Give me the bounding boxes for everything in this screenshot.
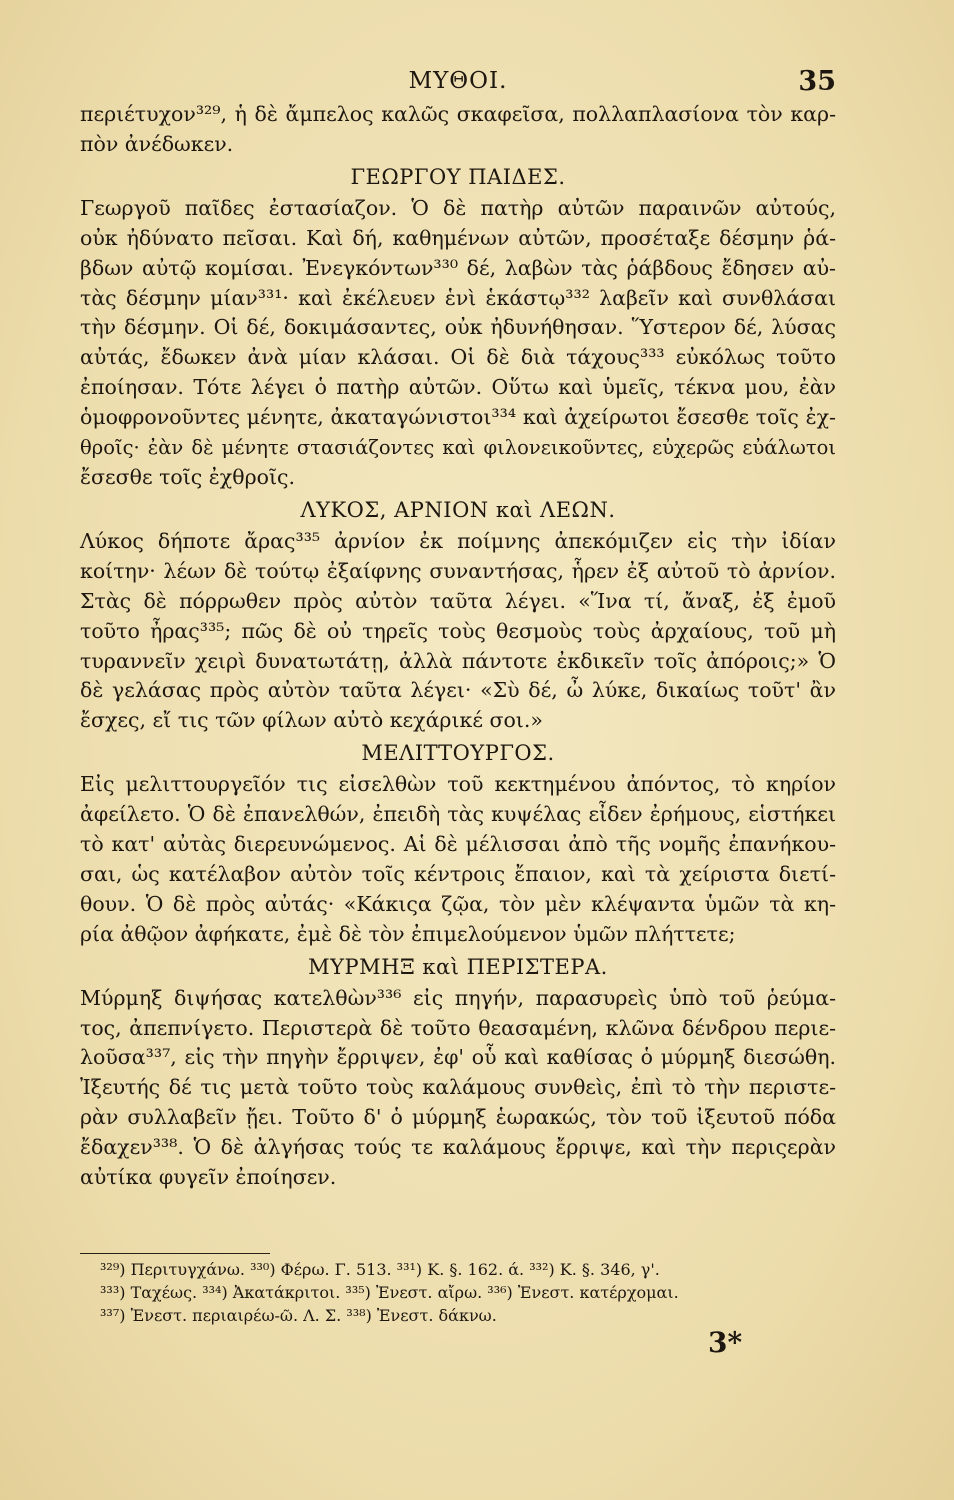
fable-paragraph	[80, 984, 836, 1193]
text-line: βδων αὐτῷ κομίσαι. Ἐνεγκόντων³³⁰ δέ, λαβὼν τὰς ῥάβδους ἔδησεν αὐ-	[80, 255, 836, 280]
fable-heading: ΓΕΩΡΓΟΥ ΠΑΙΔΕΣ.	[350, 164, 566, 189]
text-line: κοίτην· λέων δὲ τούτῳ ἐξαίφνης συναντήσας, ἧρεν ἐξ αὐτοῦ τὸ ἀρνίον.	[80, 558, 836, 583]
footnote-line: ³³³) Ταχέως. ³³⁴) Ἀκατάκριτοι. ³³⁵) Ἐνεστ. αἴρω. ³³⁶) Ἐνεστ. κατέρχομαι.	[100, 1283, 679, 1302]
text-line: τυραννεῖν χειρὶ δυνατωτάτῃ, ἀλλὰ πάντοτε ἐκδικεῖν τοῖς ἀπόροις;» Ὁ	[80, 648, 836, 673]
fable-heading: ΜΕΛΙΤΤΟΥΡΓΟΣ.	[361, 741, 555, 766]
text-line: τὴν δέσμην. Οἱ δέ, δοκιμάσαντες, οὐκ ἠδυνήθησαν. Ὕστερον δέ, λύσας	[80, 315, 836, 340]
text-line: οὐκ ἠδύνατο πεῖσαι. Καὶ δή, καθημένων αὐτῶν, προσέταξε δέσμην ῥά-	[80, 225, 836, 250]
fable-heading: ΜΥΡΜΗΞ καὶ ΠΕΡΙΣΤΕΡΑ.	[308, 954, 608, 979]
text-line: περιέτυχον³²⁹, ἡ δὲ ἄμπελος καλῶς σκαφεῖσα, πολλαπλασίονα τὸν καρ-	[80, 102, 836, 126]
text-line: Γεωργοῦ παῖδες ἐστασίαζον. Ὁ δὲ πατὴρ αὐτῶν παραινῶν αὐτούς,	[80, 195, 836, 220]
fable-paragraph	[80, 527, 836, 736]
text-line: αὐτίκα φυγεῖν ἐποίησεν.	[80, 1165, 337, 1190]
text-line: Μύρμηξ διψήσας κατελθὼν³³⁶ εἰς πηγήν, παρασυρεὶς ὑπὸ τοῦ ῥεύμα-	[80, 985, 836, 1010]
text-line: ἀφείλετο. Ὁ δὲ ἐπανελθών, ἐπειδὴ τὰς κυψέλας εἶδεν ἐρήμους, εἱστήκει	[80, 802, 836, 827]
text-line: πὸν ἀνέδωκεν.	[80, 131, 234, 156]
page-number: 35	[798, 66, 836, 97]
text-line: τος, ἀπεπνίγετο. Περιστερὰ δὲ τοῦτο θεασαμένη, κλῶνα δένδρου περιε-	[80, 1015, 836, 1040]
page-header	[80, 66, 836, 100]
text-line: θουν. Ὁ δὲ πρὸς αὐτάς· «Κάκιςα ζῷα, τὸν μὲν κλέψαντα ὑμῶν τὰ κη-	[80, 891, 836, 916]
text-line: λοῦσα³³⁷, εἰς τὴν πηγὴν ἔρριψεν, ἐφ' οὗ καὶ καθίσας ὁ μύρμηξ διεσώθη.	[80, 1045, 836, 1070]
footnotes	[100, 1258, 836, 1327]
text-line: τὸ κατ' αὐτὰς διερευνώμενος. Αἱ δὲ μέλισσαι ἀπὸ τῆς νομῆς ἐπανήκου-	[80, 832, 836, 857]
continuation-paragraph	[80, 100, 836, 160]
footnote-line: ³³⁷) Ἐνεστ. περιαιρέω-ῶ. Λ. Σ. ³³⁸) Ἐνεστ. δάκνω.	[100, 1306, 497, 1325]
text-line: ρία ἀθῷον ἀφήκατε, ἐμὲ δὲ τὸν ἐπιμελούμενον ὑμῶν πλήττετε;	[80, 921, 736, 946]
text-line: Ἰξευτής δέ τις μετὰ τοῦτο τοὺς καλάμους συνθεὶς, ἐπὶ τὸ τὴν περιστε-	[80, 1075, 836, 1100]
footnote-rule	[80, 1253, 270, 1254]
text-line: ἐποίησαν. Τότε λέγει ὁ πατὴρ αὐτῶν. Οὕτω καὶ ὑμεῖς, τέκνα μου, ἐὰν	[80, 375, 836, 400]
footnote-line: ³²⁹) Περιτυγχάνω. ³³⁰) Φέρω. Γ. 513. ³³¹) Κ. §. 162. ά. ³³²) Κ. §. 346, γ'.	[100, 1260, 660, 1279]
text-line: αὐτάς, ἔδωκεν ἀνὰ μίαν κλάσαι. Οἱ δὲ διὰ τάχους³³³ εὐκόλως τοῦτο	[80, 345, 836, 370]
text-line: τοῦτο ἦρας³³⁵; πῶς δὲ οὐ τηρεῖς τοὺς θεσμοὺς τοὺς ἀρχαίους, τοῦ μὴ	[80, 618, 836, 643]
text-line: ἔσεσθε τοῖς ἐχθροῖς.	[80, 464, 295, 489]
text-line: ὁμοφρονοῦντες μένητε, ἀκαταγώνιστοι³³⁴ καὶ ἀχείρωτοι ἔσεσθε τοῖς ἐχ-	[80, 405, 836, 430]
text-line: Λύκος δήποτε ἄρας³³⁵ ἀρνίον ἐκ ποίμνης ἀπεκόμιζεν εἰς τὴν ἰδίαν	[80, 528, 836, 553]
running-title: ΜΥΘΟΙ.	[408, 68, 508, 94]
text-line: θροῖς· ἐὰν δὲ μένητε στασιάζοντες καὶ φιλονεικοῦντες, εὐχερῶς εὐάλωτοι	[80, 436, 836, 460]
text-line: δὲ γελάσας πρὸς αὐτὸν ταῦτα λέγει· «Σὺ δέ, ὦ λύκε, δικαίως τοῦτ' ἂν	[80, 678, 836, 703]
signature-mark: 3*	[708, 1326, 743, 1359]
text-line: ἔσχες, εἴ τις τῶν φίλων αὐτὸ κεχάρικέ σοι.»	[80, 708, 543, 733]
text-line: ρὰν συλλαβεῖν ᾔει. Τοῦτο δ' ὁ μύρμηξ ἑωρακώς, τὸν τοῦ ἰξευτοῦ πόδα	[80, 1105, 836, 1130]
text-line: ἔδαχεν³³⁸. Ὁ δὲ ἀλγήσας τούς τε καλάμους ἔρριψε, καὶ τὴν περιςερὰν	[80, 1135, 836, 1160]
text-line: σαι, ὡς κατέλαβον αὐτὸν τοῖς κέντροις ἔπαιον, καὶ τὰ χείριστα διετί-	[80, 861, 836, 886]
page-body	[80, 100, 836, 1193]
text-line: Στὰς δὲ πόρρωθεν πρὸς αὐτὸν ταῦτα λέγει. «Ἵνα τί, ἄναξ, ἐξ ἐμοῦ	[80, 588, 836, 613]
fable-paragraph	[80, 194, 836, 493]
text-line: Εἰς μελιττουργεῖόν τις εἰσελθὼν τοῦ κεκτημένου ἀπόντος, τὸ κηρίον	[80, 772, 836, 797]
text-line: τὰς δέσμην μίαν³³¹· καὶ ἐκέλευεν ἑνὶ ἑκάστῳ³³² λαβεῖν καὶ συνθλάσαι	[80, 285, 836, 310]
fable-heading: ΛΥΚΟΣ, ΑΡΝΙΟΝ καὶ ΛΕΩΝ.	[300, 497, 616, 522]
fable-paragraph	[80, 770, 836, 949]
